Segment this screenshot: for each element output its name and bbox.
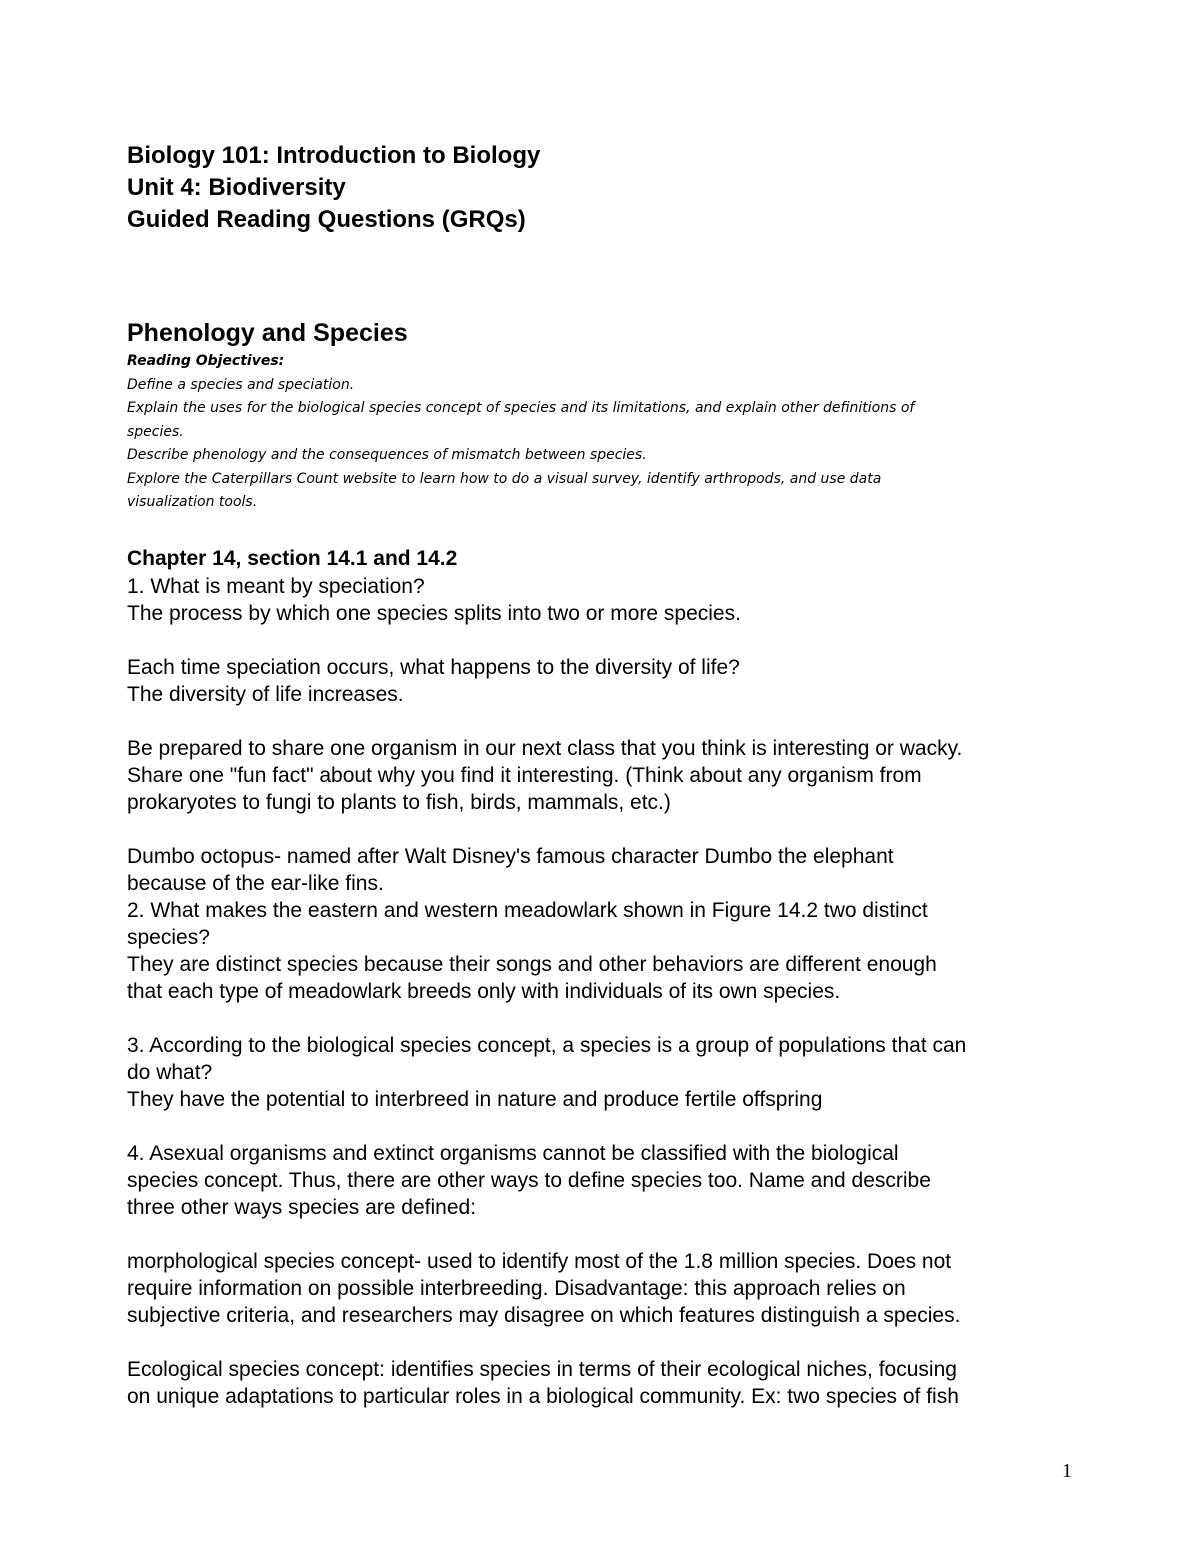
text-line: species concept. Thus, there are other ways to define species too. Name and describe [127,1168,931,1192]
text-line: three other ways species are defined: [127,1195,477,1219]
paragraph [127,1248,1072,1329]
paragraph [127,1356,1072,1410]
objective-line: Explain the uses for the biological species concept of species and its limitations, and explain other definitions of [127,400,915,416]
text-line: Be prepared to share one organism in our next class that you think is interesting or wacky. [127,736,963,760]
text-line: Share one "fun fact" about why you find it interesting. (Think about any organism from [127,763,922,787]
text-line: Dumbo octopus- named after Walt Disney's famous character Dumbo the elephant [127,844,894,868]
text-line: on unique adaptations to particular roles in a biological community. Ex: two species of fish [127,1384,959,1408]
text-line: 2. What makes the eastern and western meadowlark shown in Figure 14.2 two distinct [127,898,928,922]
paragraph [127,654,1072,708]
text-line: Each time speciation occurs, what happens to the diversity of life? [127,655,740,679]
text-line: 1. What is meant by speciation? [127,574,425,598]
paragraph [127,1032,1072,1113]
text-line: prokaryotes to fungi to plants to fish, birds, mammals, etc.) [127,790,671,814]
text-line: morphological species concept- used to identify most of the 1.8 million species. Does not [127,1249,952,1273]
text-line: subjective criteria, and researchers may disagree on which features distinguish a species. [127,1303,961,1327]
text-line: 4. Asexual organisms and extinct organisms cannot be classified with the biological [127,1141,899,1165]
text-line: The diversity of life increases. [127,682,404,706]
document-header [127,140,1072,236]
chapter-heading: Chapter 14, section 14.1 and 14.2 [127,546,458,570]
text-line: because of the ear-like fins. [127,871,384,895]
course-title: Biology 101: Introduction to Biology [127,142,541,169]
objective-line: Describe phenology and the consequences of mismatch between species. [127,447,647,463]
text-line: that each type of meadowlark breeds only with individuals of its own species. [127,979,841,1003]
paragraph [127,573,1072,627]
text-line: require information on possible interbreeding. Disadvantage: this approach relies on [127,1276,906,1300]
paragraph [127,735,1072,816]
objective-line: species. [127,423,184,440]
reading-objectives [127,350,1072,515]
objective-line: Define a species and speciation. [127,376,355,393]
text-line: The process by which one species splits into two or more species. [127,601,741,625]
document-title: Guided Reading Questions (GRQs) [127,206,526,233]
paragraph [127,843,1072,1005]
text-line: do what? [127,1060,213,1084]
objective-line: visualization tools. [127,494,258,510]
unit-title: Unit 4: Biodiversity [127,174,346,201]
objective-line: Explore the Caterpillars Count website to learn how to do a visual survey, identify arthropods, and use data [127,470,882,487]
paragraph [127,1140,1072,1221]
document-page [127,140,1072,1410]
text-line: species? [127,925,210,949]
text-line: Ecological species concept: identifies species in terms of their ecological niches, focusing [127,1357,957,1381]
text-line: 3. According to the biological species concept, a species is a group of populations that can [127,1033,967,1057]
section-title: Phenology and Species [127,319,408,347]
text-line: They have the potential to interbreed in nature and produce fertile offspring [127,1087,823,1111]
text-line: They are distinct species because their songs and other behaviors are different enough [127,952,937,976]
chapter-body [127,573,1072,1410]
objectives-heading: Reading Objectives: [127,353,285,369]
page-number: 1 [1062,1460,1072,1482]
